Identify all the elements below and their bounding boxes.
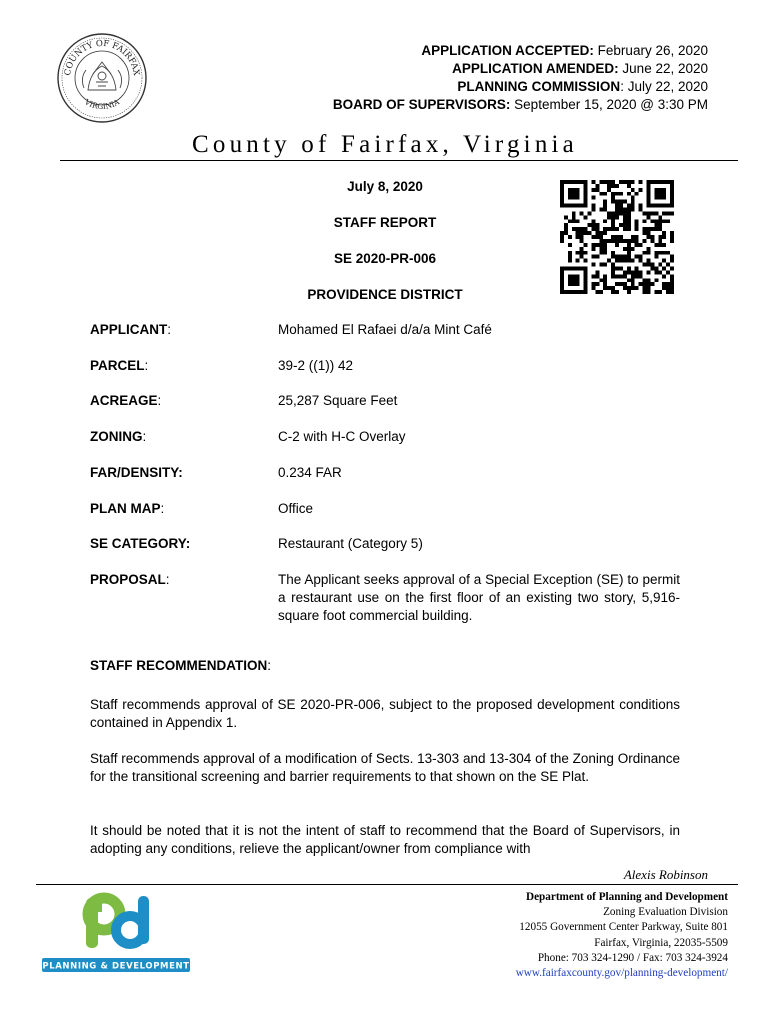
- field-value-proposal: The Applicant seeks approval of a Special Exception (SE) to permit a restaurant use on the first floor of an existing two story, 5,916-square foot commercial building.: [278, 572, 680, 623]
- field-label-far-density: FAR/DENSITY:: [90, 465, 183, 480]
- field-value-applicant: Mohamed El Rafaei d/a/a Mint Café: [278, 322, 492, 337]
- status-accepted: APPLICATION ACCEPTED: February 26, 2020: [421, 43, 708, 58]
- district-name: PROVIDENCE DISTRICT: [307, 287, 463, 302]
- title-divider: [60, 160, 738, 161]
- footer-divider: [36, 884, 738, 885]
- department-name: Department of Planning and Development: [526, 891, 728, 903]
- status-amended: APPLICATION AMENDED: June 22, 2020: [452, 61, 708, 76]
- field-label-se-category: SE CATEGORY:: [90, 536, 191, 551]
- recommendation-paragraph: Staff recommends approval of a modification of Sects. 13-303 and 13-304 of the Zoning Ordinance for the transitional screening and barrier requirements to that shown on the SE Plat.: [90, 751, 680, 784]
- status-planning-commission: PLANNING COMMISSION: July 22, 2020: [457, 79, 708, 94]
- field-label-acreage: ACREAGE:: [90, 393, 162, 408]
- field-value-acreage: 25,287 Square Feet: [278, 393, 398, 408]
- field-label-applicant: APPLICANT:: [90, 322, 172, 337]
- field-value-far-density: 0.234 FAR: [278, 465, 342, 480]
- recommendation-paragraph: It should be noted that it is not the intent of staff to recommend that the Board of Supervisors, in adopting any conditions, relieve the applicant/owner from compliance with: [90, 823, 680, 856]
- seal-text-top: COUNTY OF FAIRFAX: [63, 38, 141, 77]
- website-link[interactable]: www.fairfaxcounty.gov/planning-development/: [515, 967, 728, 980]
- street-address: 12055 Government Center Parkway, Suite 801: [519, 921, 728, 934]
- phone-fax: Phone: 703 324-1290 / Fax: 703 324-3924: [537, 951, 728, 964]
- city-address: Fairfax, Virginia, 22035-5509: [594, 936, 728, 949]
- report-type: STAFF REPORT: [333, 215, 437, 230]
- pd-logo-icon: [42, 890, 190, 974]
- author-name: Alexis Robinson: [623, 867, 708, 882]
- county-seal-icon: [56, 32, 148, 124]
- field-value-se-category: Restaurant (Category 5): [278, 536, 423, 551]
- staff-recommendation-heading: STAFF RECOMMENDATION:: [90, 658, 271, 673]
- field-value-zoning: C-2 with H-C Overlay: [278, 429, 406, 444]
- qr-code-icon[interactable]: [560, 180, 674, 294]
- recommendation-paragraph: Staff recommends approval of SE 2020-PR-006, subject to the proposed development conditions contained in Appendix 1.: [90, 697, 680, 730]
- seal-text-bottom: VIRGINIA: [83, 97, 121, 112]
- county-title: County of Fairfax, Virginia: [192, 131, 578, 158]
- field-label-plan-map: PLAN MAP:: [90, 501, 165, 516]
- department-address: [516, 890, 728, 981]
- application-status-block: [333, 42, 708, 114]
- field-value-parcel: 39-2 ((1)) 42: [278, 358, 354, 373]
- status-board-of-supervisors: BOARD OF SUPERVISORS: September 15, 2020 @ 3:30 PM: [332, 97, 708, 112]
- field-label-proposal: PROPOSAL:: [90, 572, 170, 587]
- pd-logo-text: PLANNING & DEVELOPMENT: [42, 961, 190, 972]
- case-number: SE 2020-PR-006: [333, 251, 437, 266]
- field-label-zoning: ZONING:: [90, 429, 147, 444]
- report-date: July 8, 2020: [347, 179, 423, 194]
- field-value-plan-map: Office: [278, 501, 314, 516]
- field-label-parcel: PARCEL:: [90, 358, 149, 373]
- division-name: Zoning Evaluation Division: [603, 906, 728, 919]
